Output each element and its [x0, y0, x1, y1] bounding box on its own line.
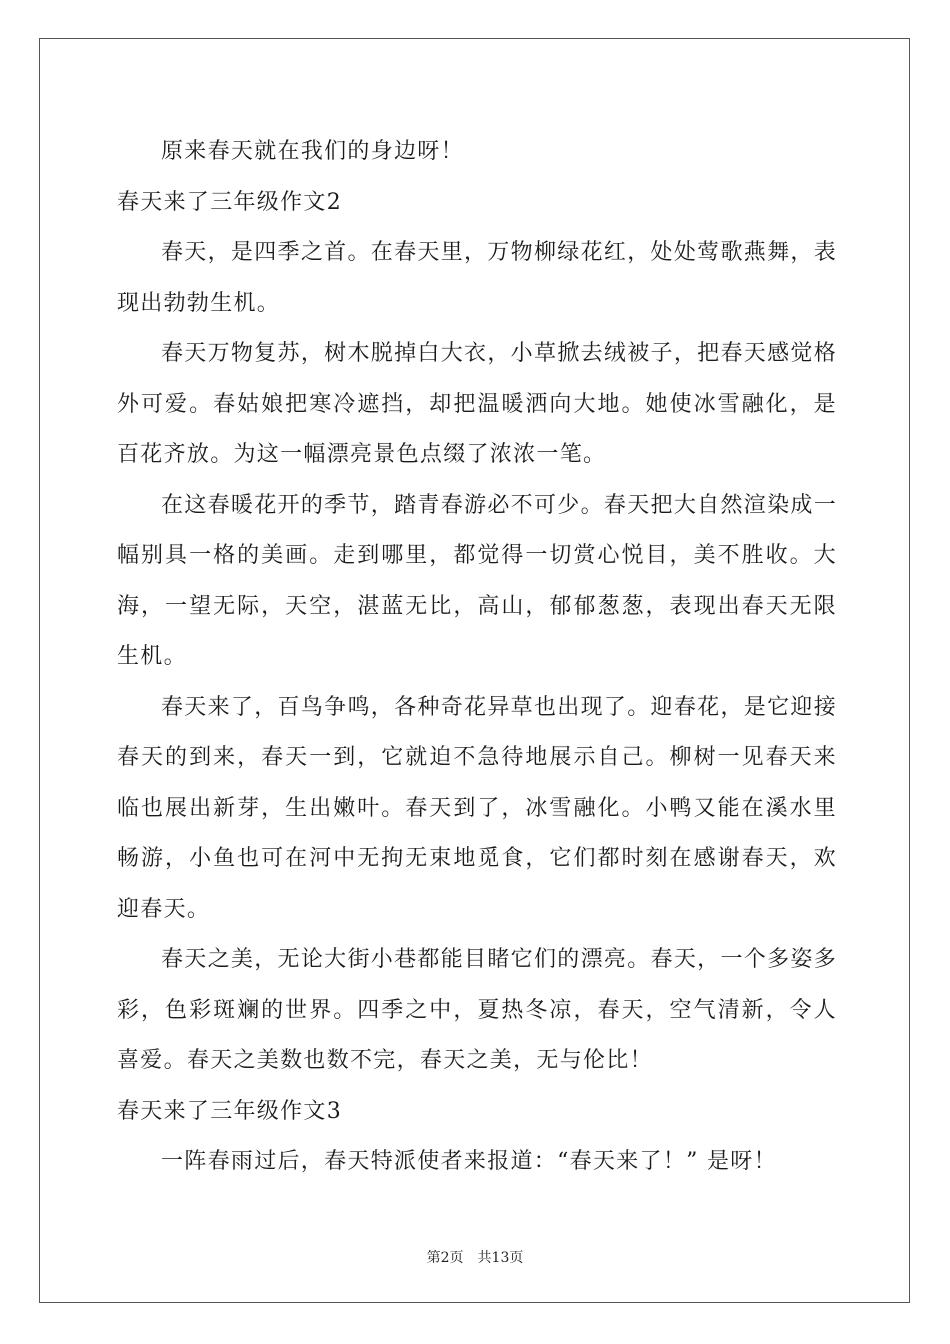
paragraph: 春天来了，百鸟争鸣，各种奇花异草也出现了。迎春花，是它迎接春天的到来，春天一到，它就迫不急待地展示自己。柳树一见春天来临也展出新芽，生出嫩叶。春天到了，冰雪融化。小鸭又能在溪水里畅游，小鱼也可在河中无拘无束地觅食，它们都时刻在感谢春天，欢迎春天。	[117, 694, 837, 922]
page-number: 第2页	[426, 1250, 464, 1266]
paragraph: 春天之美，无论大街小巷都能目睹它们的漂亮。春天，一个多姿多彩，色彩斑斓的世界。四季之中，夏热冬凉，春天，空气清新，令人喜爱。春天之美数也数不完，春天之美，无与伦比！	[117, 947, 837, 1073]
section-heading: 春天来了三年级作文3	[117, 1098, 342, 1124]
paragraph: 原来春天就在我们的身边呀！	[161, 139, 464, 164]
paragraph: 一阵春雨过后，春天特派使者来报道：“春天来了！” 是呀！	[161, 1149, 777, 1174]
document-body	[117, 127, 837, 1188]
paragraph: 在这春暖花开的季节，踏青春游必不可少。春天把大自然渲染成一幅别具一格的美画。走到哪里，都觉得一切赏心悦目，美不胜收。大海，一望无际，天空，湛蓝无比，高山，郁郁葱葱，表现出春天无限生机。	[117, 492, 837, 669]
paragraph: 春天，是四季之首。在春天里，万物柳绿花红，处处莺歌燕舞，表现出勃勃生机。	[117, 240, 837, 316]
page-footer	[0, 1247, 950, 1267]
paragraph: 春天万物复苏，树木脱掉白大衣，小草掀去绒被子，把春天感觉格外可爱。春姑娘把寒冷遮挡，却把温暖洒向大地。她使冰雪融化，是百花齐放。为这一幅漂亮景色点缀了浓浓一笔。	[117, 341, 837, 467]
section-heading: 春天来了三年级作文2	[117, 189, 342, 215]
page-total: 共13页	[477, 1250, 524, 1266]
